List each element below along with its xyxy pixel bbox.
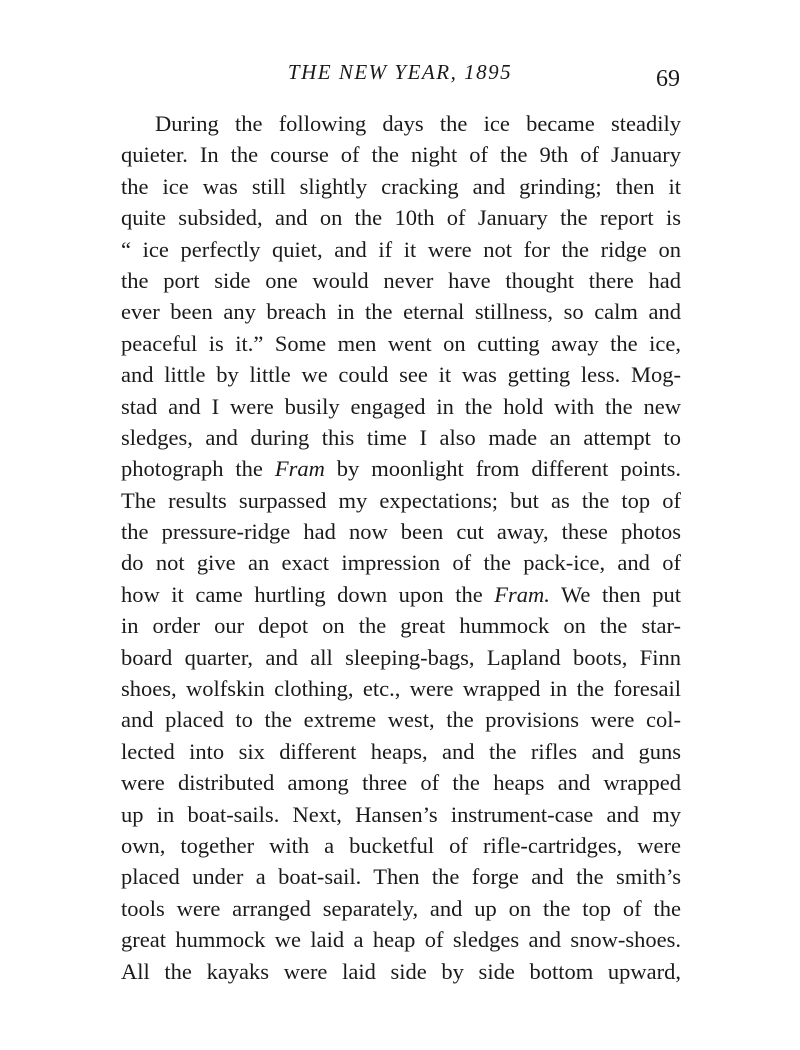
text-line: All the kayaks were laid side by side bottom upward, [121, 958, 681, 984]
text-line: quieter. In the course of the night of the 9th of January [121, 142, 681, 168]
text-line: “ ice perfectly quiet, and if it were not for the ridge on [121, 236, 681, 262]
text-line: peaceful is it.” Some men went on cutting away the ice, [121, 330, 681, 356]
body-text [121, 108, 681, 987]
text-line: and little by little we could see it was getting less. Mog- [121, 362, 681, 388]
italic-ship-name: Fram. [494, 581, 550, 607]
text-line: board quarter, and all sleeping-bags, Lapland boots, Finn [121, 644, 681, 670]
text-line: own, together with a bucketful of rifle-cartridges, were [121, 832, 681, 858]
text-line: the ice was still slightly cracking and grinding; then it [121, 173, 681, 199]
text-line: and placed to the extreme west, the provisions were col- [121, 707, 681, 733]
text-line: stad and I were busily engaged in the hold with the new [121, 393, 681, 419]
text-line: the port side one would never have thought there had [121, 267, 681, 293]
text-line: photograph the Fram by moonlight from different points. [121, 456, 681, 482]
text-line: shoes, wolfskin clothing, etc., were wrapped in the foresail [121, 676, 681, 702]
text-line: lected into six different heaps, and the rifles and guns [121, 738, 681, 764]
running-head [120, 58, 680, 92]
text-line: how it came hurtling down upon the Fram. We then put [121, 581, 681, 607]
running-title: THE NEW YEAR, 1895 [287, 60, 513, 84]
text-line: placed under a boat-sail. Then the forge and the smith’s [121, 864, 681, 890]
text-line: the pressure-ridge had now been cut away, these photos [121, 519, 681, 545]
text-line: During the following days the ice became steadily [155, 111, 681, 136]
page-number: 69 [656, 66, 680, 92]
italic-ship-name: Fram [274, 456, 325, 482]
text-line: quite subsided, and on the 10th of January the report is [121, 205, 681, 231]
text-line: up in boat-sails. Next, Hansen’s instrument-case and my [121, 801, 681, 827]
text-line: tools were arranged separately, and up on the top of the [121, 895, 681, 921]
text-line: great hummock we laid a heap of sledges and snow-shoes. [121, 927, 681, 953]
text-line: sledges, and during this time I also made an attempt to [121, 424, 681, 450]
text-line: were distributed among three of the heaps and wrapped [121, 770, 681, 796]
text-line: do not give an exact impression of the pack-ice, and of [121, 550, 681, 576]
text-line: ever been any breach in the eternal stillness, so calm and [121, 299, 681, 325]
text-line: in order our depot on the great hummock on the star- [121, 613, 681, 639]
text-line: The results surpassed my expectations; but as the top of [121, 487, 681, 513]
